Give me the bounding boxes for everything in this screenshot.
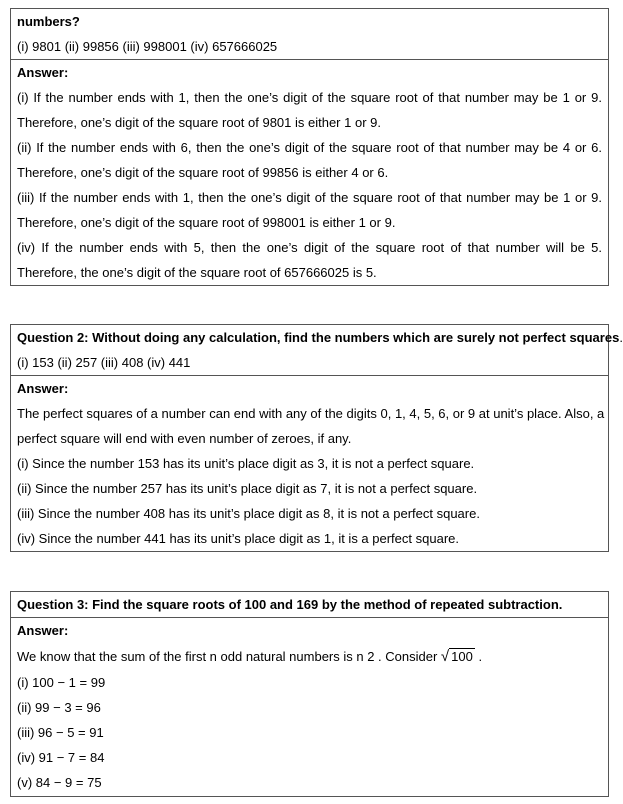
question-2-title-line — [17, 325, 623, 350]
question-2-title-period: . — [619, 330, 623, 345]
question-3-answer — [11, 618, 608, 795]
answer-line: Therefore, one’s digit of the square root of 99856 is either 4 or 6. — [17, 165, 389, 180]
question-1-options: (i) 9801 (ii) 99856 (iii) 998001 (iv) 657666025 — [17, 39, 278, 54]
answer-line: (iii) Since the number 408 has its unit’s place digit as 8, it is not a perfect square. — [17, 506, 480, 521]
answer-line: Therefore, one’s digit of the square root of 998001 is either 1 or 9. — [17, 215, 396, 230]
question-3-header — [11, 592, 608, 618]
question-2-box — [10, 324, 623, 552]
answer-line: (iv) Since the number 441 has its unit’s place digit as 1, it is a perfect square. — [17, 531, 459, 546]
answer-line: (iii) If the number ends with 1, then the one’s digit of the square root of that number may be 1 or 9. — [17, 190, 602, 205]
question-3-intro-end: . — [474, 649, 483, 664]
subtraction-step: (iv) 91 − 7 = 84 — [17, 750, 105, 765]
question-3-intro: We know that the sum of the first n odd natural numbers is n 2 . Consider — [17, 649, 441, 664]
question-1-answer — [11, 60, 608, 285]
answer-line: (iv) If the number ends with 5, then the one’s digit of the square root of that number will be 5. — [17, 240, 602, 255]
answer-line: (ii) If the number ends with 6, then the one’s digit of the square root of that number may be 4 or 6. — [17, 140, 602, 155]
answer-line: perfect square will end with even number of zeroes, if any. — [17, 431, 352, 446]
answer-line: (i) If the number ends with 1, then the one’s digit of the square root of that number may be 1 or 9. — [17, 90, 602, 105]
question-2-answer — [11, 376, 608, 551]
square-root-expression — [441, 643, 475, 670]
answer-label: Answer: — [17, 623, 69, 638]
answer-line: Therefore, the one’s digit of the square root of 657666025 is 5. — [17, 265, 377, 280]
question-1-box — [10, 8, 609, 286]
subtraction-step: (i) 100 − 1 = 99 — [17, 675, 106, 690]
answer-line: The perfect squares of a number can end with any of the digits 0, 1, 4, 5, 6, or 9 at unit’s place. Also, a — [17, 406, 605, 421]
question-3-intro-line — [17, 643, 602, 670]
question-3-box — [10, 591, 609, 797]
question-1-title: numbers? — [17, 14, 80, 29]
answer-label: Answer: — [17, 381, 69, 396]
answer-line: (i) Since the number 153 has its unit’s place digit as 3, it is not a perfect square. — [17, 456, 475, 471]
question-1-header — [11, 9, 608, 60]
question-3-title: Question 3: Find the square roots of 100 and 169 by the method of repeated subtraction. — [17, 597, 563, 612]
answer-label: Answer: — [17, 65, 69, 80]
question-2-options: (i) 153 (ii) 257 (iii) 408 (iv) 441 — [17, 355, 191, 370]
question-2-header — [11, 325, 623, 376]
radicand: 100 — [451, 649, 473, 664]
subtraction-step: (ii) 99 − 3 = 96 — [17, 700, 101, 715]
subtraction-step: (iii) 96 − 5 = 91 — [17, 725, 104, 740]
question-2-title: Question 2: Without doing any calculation, find the numbers which are surely not perfect squares — [17, 330, 620, 345]
answer-line: Therefore, one’s digit of the square root of 9801 is either 1 or 9. — [17, 115, 381, 130]
radical-sign-icon: √ — [440, 648, 450, 665]
answer-line: (ii) Since the number 257 has its unit’s place digit as 7, it is not a perfect square. — [17, 481, 478, 496]
subtraction-step: (v) 84 − 9 = 75 — [17, 775, 102, 790]
